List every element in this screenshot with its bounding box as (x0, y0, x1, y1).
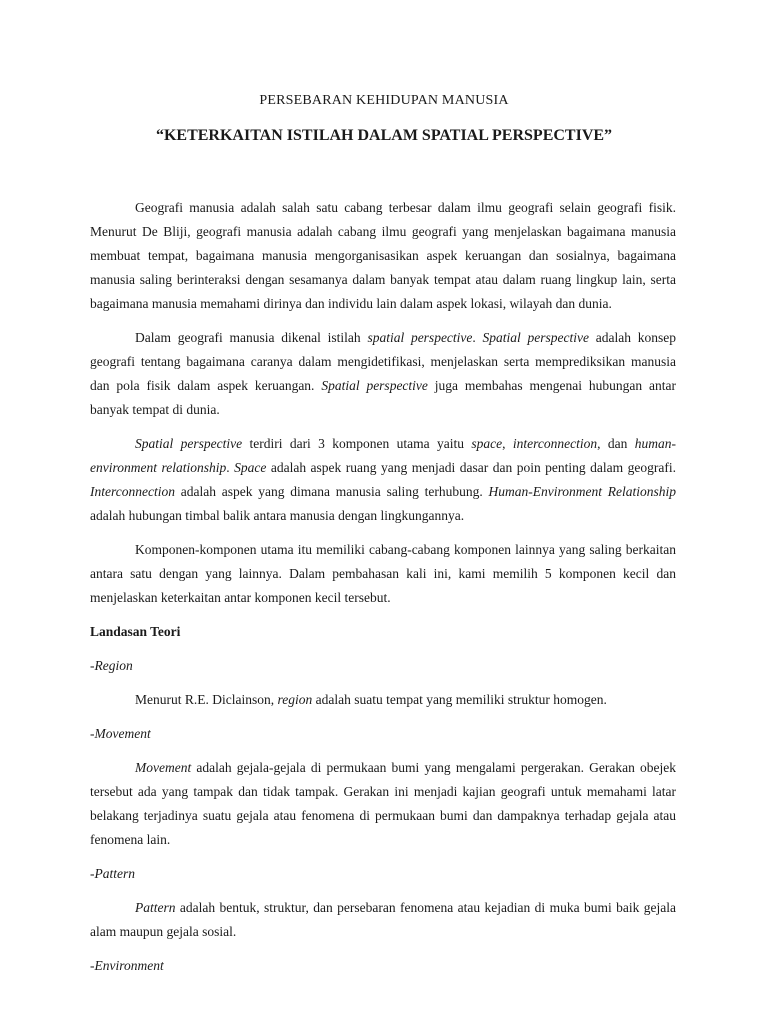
text-run: , (502, 436, 513, 451)
text-run: . (226, 460, 235, 475)
paragraph-movement (90, 756, 676, 852)
text-run: adalah hubungan timbal balik antara manusia dengan lingkungannya. (90, 508, 465, 523)
italic-term: Human-Environment Relationship (488, 484, 676, 499)
text-run: adalah gejala-gejala di permukaan bumi yang mengalami pergerakan. Gerakan obejek tersebut ada yang tampak dan tidak tampak. Gerakan ini menjadi kajian geografi untuk memahami latar belakang terjadinya suatu gejala atau fenomena di permukaan bumi dan dampaknya terhadap gejala atau fenomena lain. (90, 760, 676, 847)
paragraph-subcomponents: Komponen-komponen utama itu memiliki cabang-cabang komponen lainnya yang saling berkaitan antara satu dengan yang lainnya. Dalam pembahasan kali ini, kami memilih 5 komponen kecil dan menjelaskan keterkaitan antar komponen kecil tersebut. (90, 542, 676, 605)
subheading-pattern: -Pattern (90, 866, 135, 881)
italic-term: human-environment relationship (90, 436, 676, 475)
subheading-region: -Region (90, 658, 133, 673)
paragraph-intro: Geografi manusia adalah salah satu cabang terbesar dalam ilmu geografi selain geografi fisik. Menurut De Bliji, geografi manusia adalah cabang ilmu geografi yang menjelaskan bagaimana manusia membuat tempat, bagaimana manusia mengorganisasikan aspek keruangan dan sosialnya, bagaimana manusia saling berinteraksi dengan sesamanya dalam banyak tempat atau dalam ruang lingkup lain, serta bagaimana manusia memahami dirinya dan individu lain dalam aspek lokasi, wilayah dan dunia. (90, 200, 676, 311)
italic-term: Movement (135, 760, 192, 775)
subheading-movement: -Movement (90, 726, 151, 741)
text-run: adalah suatu tempat yang memiliki struktur homogen. (312, 692, 607, 707)
paragraph-region (90, 688, 676, 712)
paragraph-spatial-perspective (90, 326, 676, 422)
italic-term: interconnection (512, 436, 598, 451)
italic-term: spatial perspective (367, 330, 473, 345)
document-supertitle: PERSEBARAN KEHIDUPAN MANUSIA (259, 93, 509, 108)
section-heading-landasan-teori: Landasan Teori (90, 624, 181, 639)
italic-term: Space (234, 460, 267, 475)
italic-term: space (471, 436, 503, 451)
document-body (90, 196, 676, 988)
italic-term: Interconnection (90, 484, 175, 499)
subheading-environment: -Environment (90, 958, 164, 973)
document-title: “KETERKAITAN ISTILAH DALAM SPATIAL PERSPECTIVE” (155, 127, 613, 144)
text-run: adalah aspek yang dimana manusia saling terhubung. (174, 484, 489, 499)
text-run: Dalam geografi manusia dikenal istilah (135, 330, 368, 345)
paragraph-components (90, 432, 676, 528)
text-run: terdiri dari 3 komponen utama yaitu (242, 436, 472, 451)
italic-term: region (277, 692, 313, 707)
text-run: , dan (597, 436, 635, 451)
text-run: juga membahas mengenai hubungan antar banyak tempat di dunia. (90, 378, 676, 417)
paragraph-pattern (90, 896, 676, 944)
text-run: adalah konsep geografi tentang bagaimana caranya dalam mengidetifikasi, menjelaskan serta memprediksikan manusia dan pola fisik dalam aspek keruangan. (90, 330, 677, 393)
text-run: adalah aspek ruang yang menjadi dasar dan poin penting dalam geografi. (266, 460, 676, 475)
text-run: . (472, 330, 483, 345)
italic-term: Spatial perspective (321, 378, 428, 393)
italic-term: Spatial perspective (135, 436, 243, 451)
italic-term: Spatial perspective (482, 330, 590, 345)
italic-term: Pattern (135, 900, 176, 915)
text-run: adalah bentuk, struktur, dan persebaran fenomena atau kejadian di muka bumi baik gejala alam maupun gejala sosial. (90, 900, 676, 939)
text-run: Menurut R.E. Diclainson, (135, 692, 278, 707)
